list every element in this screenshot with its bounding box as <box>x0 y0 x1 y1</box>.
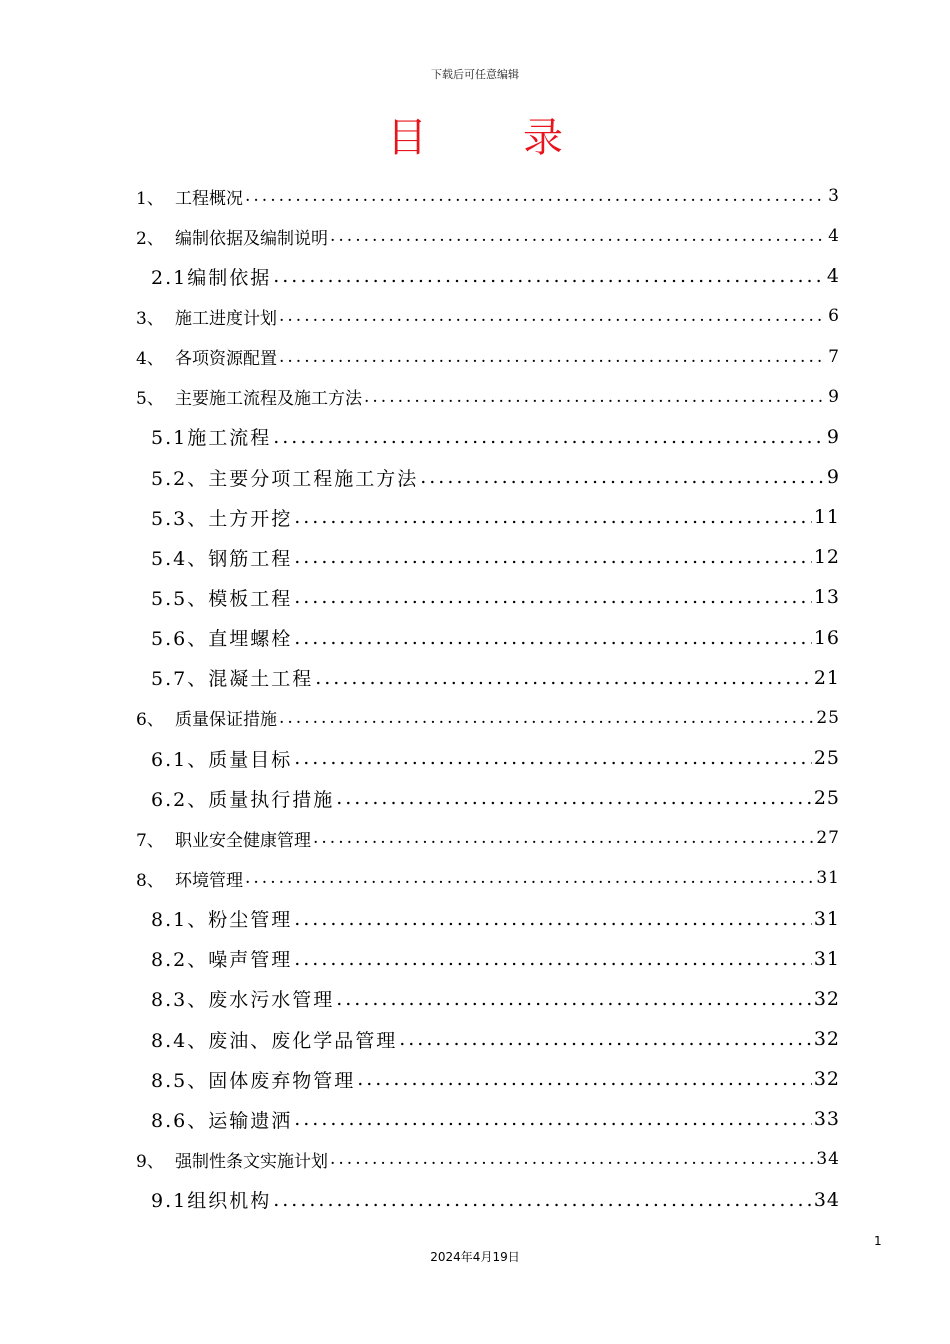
toc-entry-page: 25 <box>816 707 840 728</box>
toc-entry[interactable] <box>136 1019 840 1059</box>
page-title <box>0 106 950 163</box>
toc-entry[interactable] <box>136 537 840 577</box>
toc-entry[interactable] <box>136 497 840 537</box>
toc-entry-page: 32 <box>813 987 840 1010</box>
toc-entry-page: 9 <box>826 466 840 489</box>
toc-entry-page: 27 <box>816 828 840 849</box>
toc-entry-label: 8.5、固体废弃物管理 <box>151 1069 356 1092</box>
toc-dot-leader <box>330 226 826 246</box>
toc-dot-leader <box>279 708 814 728</box>
toc-entry-label: 6.1、质量目标 <box>151 748 293 771</box>
toc-entry-page: 31 <box>816 868 840 889</box>
toc-dot-leader <box>279 306 826 326</box>
toc-entry-label: 编制依据及编制说明 <box>175 228 328 249</box>
toc-entry-label: 8.2、噪声管理 <box>151 949 293 972</box>
toc-entry-label: 6.2、质量执行措施 <box>151 788 335 811</box>
toc-dot-leader <box>294 546 812 568</box>
toc-entry-page: 31 <box>813 947 840 970</box>
toc-entry-label: 5.2、主要分项工程施工方法 <box>151 467 419 490</box>
toc-entry-label: 强制性条文实施计划 <box>175 1151 328 1172</box>
toc-entry[interactable] <box>136 618 840 658</box>
toc-entry-page: 7 <box>828 346 840 367</box>
toc-entry-page: 34 <box>816 1149 840 1170</box>
toc-entry-page: 6 <box>828 306 840 327</box>
toc-dot-leader <box>330 1149 814 1169</box>
toc-entry-page: 11 <box>813 506 840 529</box>
toc-entry[interactable] <box>136 337 840 377</box>
toc-entry-label: 各项资源配置 <box>175 349 277 370</box>
toc-dot-leader <box>279 347 826 367</box>
toc-entry[interactable] <box>136 417 840 457</box>
toc-entry-label: 5.3、土方开挖 <box>151 507 293 530</box>
toc-entry[interactable] <box>136 1180 840 1220</box>
toc-entry-label: 9.1组织机构 <box>151 1190 272 1213</box>
toc-entry-label: 5.5、模板工程 <box>151 587 293 610</box>
toc-entry[interactable] <box>136 457 840 497</box>
toc-entry-number: 9、 <box>136 1151 164 1172</box>
toc-entry-label: 5.7、混凝土工程 <box>151 668 314 691</box>
toc-entry-label: 主要施工流程及施工方法 <box>175 389 362 410</box>
toc-entry[interactable] <box>136 1139 840 1179</box>
toc-dot-leader <box>364 387 826 407</box>
toc-dot-leader <box>245 868 814 888</box>
toc-entry[interactable] <box>136 858 840 898</box>
toc-entry[interactable] <box>136 256 840 296</box>
toc-entry-page: 33 <box>813 1108 840 1131</box>
toc-entry[interactable] <box>136 377 840 417</box>
toc-dot-leader <box>336 988 812 1010</box>
toc-dot-leader <box>294 908 812 930</box>
toc-entry[interactable] <box>136 577 840 617</box>
toc-entry-label: 5.6、直埋螺栓 <box>151 628 293 651</box>
toc-entry[interactable] <box>136 818 840 858</box>
toc-entry-label: 施工进度计划 <box>175 308 277 329</box>
toc-dot-leader <box>245 186 826 206</box>
toc-entry-label: 8.3、废水污水管理 <box>151 989 335 1012</box>
toc-entry-page: 12 <box>813 546 840 569</box>
toc-entry-page: 25 <box>813 787 840 810</box>
toc-entry[interactable] <box>136 899 840 939</box>
toc-dot-leader <box>273 265 825 287</box>
toc-entry[interactable] <box>136 939 840 979</box>
toc-dot-leader <box>294 747 812 769</box>
toc-entry-page: 16 <box>813 626 840 649</box>
toc-entry-number: 3、 <box>136 308 164 329</box>
toc-entry-page: 4 <box>828 226 840 247</box>
toc-entry[interactable] <box>136 979 840 1019</box>
toc-dot-leader <box>294 1108 812 1130</box>
toc-entry-label: 2.1编制依据 <box>151 266 272 289</box>
toc-entry-number: 6、 <box>136 710 164 731</box>
header-note: 下载后可任意编辑 <box>431 68 519 81</box>
toc-entry-page: 25 <box>813 747 840 770</box>
toc-entry-page: 3 <box>828 186 840 207</box>
toc-dot-leader <box>294 586 812 608</box>
toc-entry[interactable] <box>136 296 840 336</box>
toc-entry-number: 8、 <box>136 870 164 891</box>
toc-dot-leader <box>273 1189 812 1211</box>
toc-entry-number: 4、 <box>136 349 164 370</box>
toc-dot-leader <box>357 1068 812 1090</box>
toc-dot-leader <box>399 1028 812 1050</box>
toc-entry-page: 9 <box>828 386 840 407</box>
page-number: 1 <box>874 1234 882 1248</box>
toc-dot-leader <box>336 787 812 809</box>
toc-entry-page: 32 <box>813 1028 840 1051</box>
toc-entry-number: 1、 <box>136 188 164 209</box>
toc-entry-page: 9 <box>826 425 840 448</box>
toc-dot-leader <box>294 627 812 649</box>
toc-entry-label: 工程概况 <box>175 188 243 209</box>
toc-entry[interactable] <box>136 1099 840 1139</box>
toc-entry-label: 5.1施工流程 <box>151 427 272 450</box>
toc-entry-label: 8.6、运输遗洒 <box>151 1109 293 1132</box>
toc-entry-label: 8.4、废油、废化学品管理 <box>151 1029 398 1052</box>
toc-entry-label: 8.1、粉尘管理 <box>151 909 293 932</box>
toc-entry-label: 环境管理 <box>175 870 243 891</box>
toc-dot-leader <box>313 828 814 848</box>
toc-entry[interactable] <box>136 778 840 818</box>
footer-date: 2024年4月19日 <box>430 1250 520 1264</box>
toc-entry[interactable] <box>136 1059 840 1099</box>
title-char-2: 录 <box>523 115 563 161</box>
toc-dot-leader <box>294 948 812 970</box>
toc-entry-label: 5.4、钢筋工程 <box>151 547 293 570</box>
toc-entry[interactable] <box>136 738 840 778</box>
toc-entry-page: 31 <box>813 907 840 930</box>
toc-entry-number: 5、 <box>136 389 164 410</box>
toc-entry[interactable] <box>136 176 840 216</box>
toc-entry-label: 质量保证措施 <box>175 710 277 731</box>
toc-dot-leader <box>420 466 825 488</box>
toc-entry[interactable] <box>136 216 840 256</box>
toc-entry-number: 2、 <box>136 228 164 249</box>
toc-entry[interactable] <box>136 698 840 738</box>
toc-entry-number: 7、 <box>136 830 164 851</box>
toc-entry-page: 4 <box>826 265 840 288</box>
toc-dot-leader <box>294 506 812 528</box>
toc-entry-page: 34 <box>813 1188 840 1211</box>
toc-entry-page: 21 <box>813 666 840 689</box>
toc-dot-leader <box>273 426 825 448</box>
toc-entry[interactable] <box>136 658 840 698</box>
toc-entry-label: 职业安全健康管理 <box>175 830 311 851</box>
title-char-1: 目 <box>387 115 427 161</box>
table-of-contents <box>136 176 840 1220</box>
toc-dot-leader <box>315 667 812 689</box>
toc-entry-page: 13 <box>813 586 840 609</box>
toc-entry-page: 32 <box>813 1068 840 1091</box>
